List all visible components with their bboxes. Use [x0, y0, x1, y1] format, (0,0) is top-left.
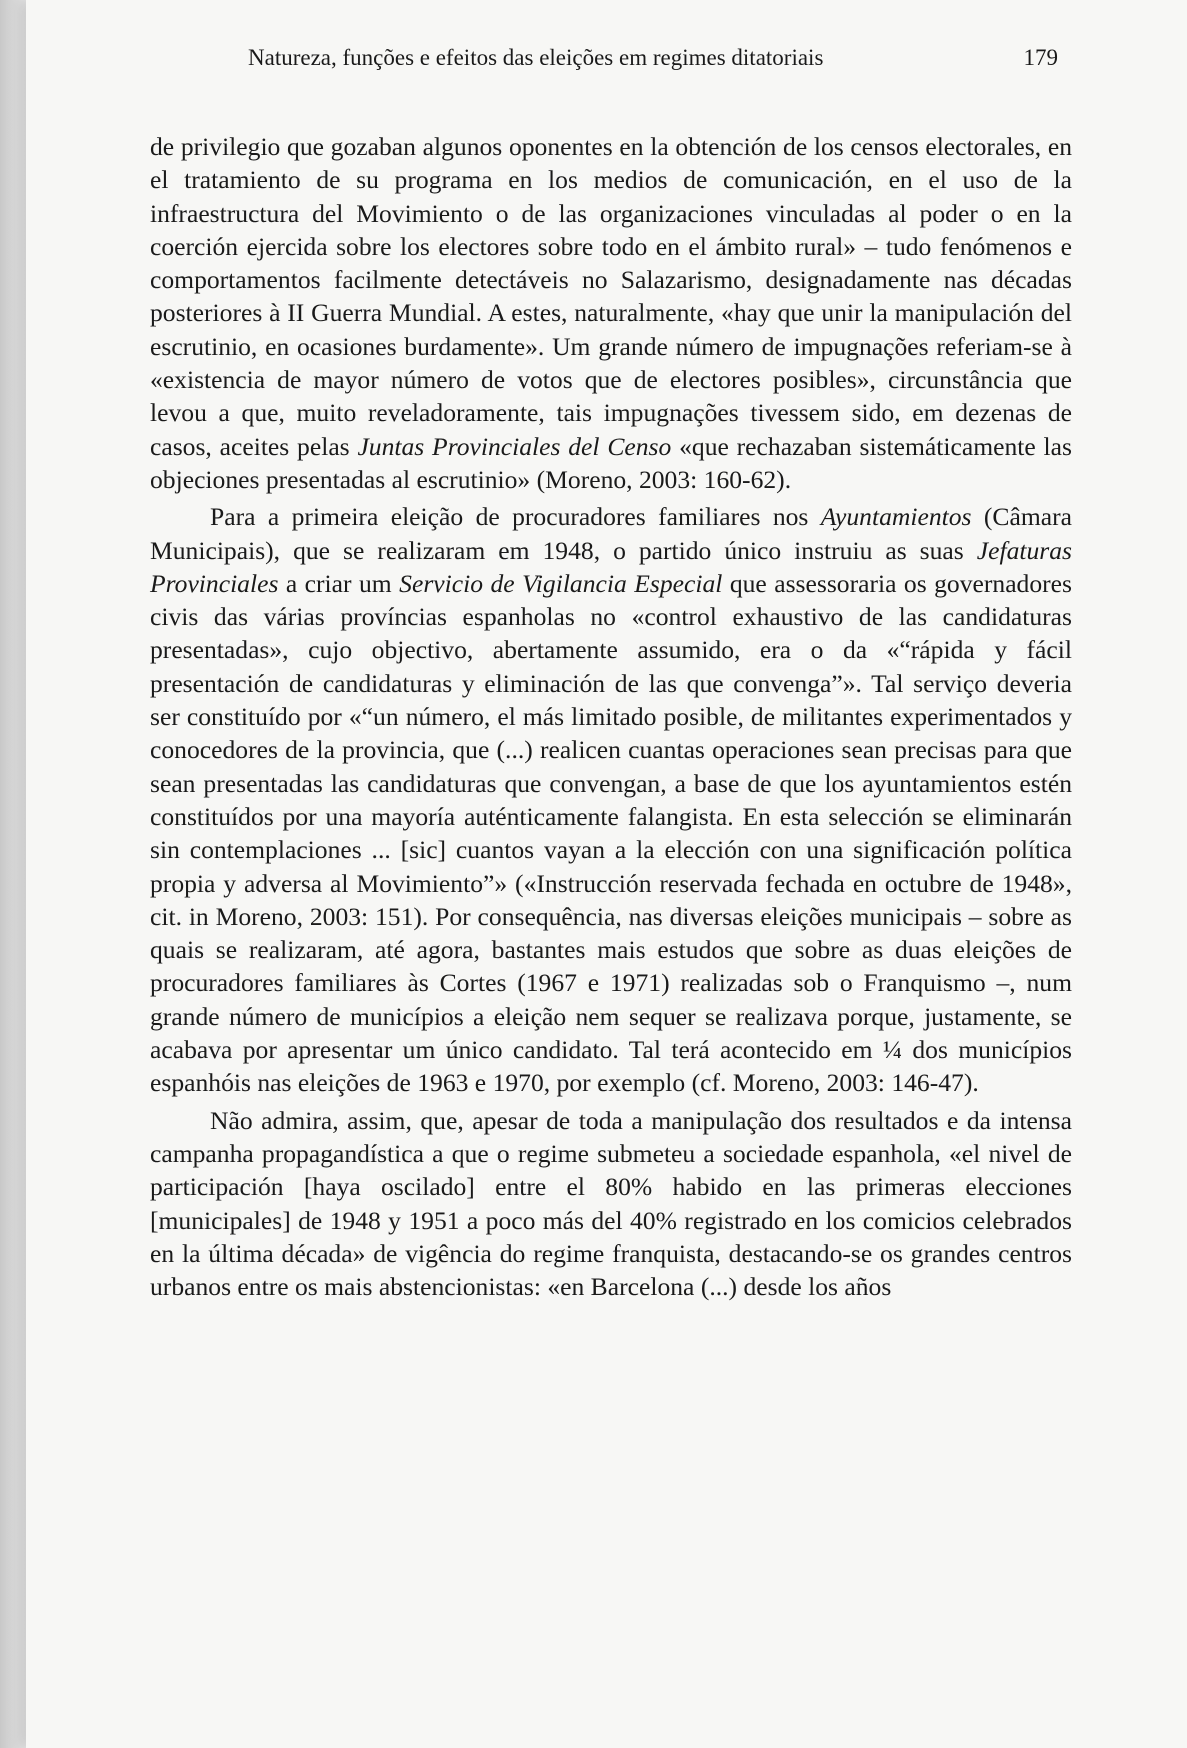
text-run: «que rechazaban sistemáticamente las objeciones presentadas al escrutinio» (Moreno, 2003: 160-62). — [150, 431, 1072, 494]
italic-run: Jefaturas Provinciales — [150, 535, 1072, 598]
running-title: Natureza, funções e efeitos das eleições em regimes ditatoriais — [248, 45, 824, 70]
paragraph-1 — [150, 130, 1072, 496]
italic-run: Juntas Provinciales del Censo — [357, 431, 672, 461]
page-number: 179 — [1023, 45, 1058, 70]
italic-run: Ayuntamientos — [820, 502, 972, 532]
paragraph-3 — [150, 1104, 1072, 1304]
text-run: de privilegio que gozaban algunos oponentes en la obtención de los censos electorales, en el tratamiento de su programa en los medios de comunicación, en el uso de la infraestructura del Movimiento o de las organizaciones vinculadas al poder o en la coerción ejercida sobre los electores sobre todo en el ámbito rural» – tudo fenómenos e comportamentos facilmente detectáveis no Salazarismo, designadamente nas décadas posteriores à II Guerra Mundial. A estes, naturalmente, «hay que unir la manipulación del escrutinio, en ocasiones burdamente». Um grande número de impugnações referiam-se à «existencia de mayor número de votos que de electores posibles», circunstância que levou a que, muito reveladoramente, tais impugnações tivessem sido, em dezenas de casos, aceites pelas — [150, 132, 1072, 461]
running-header — [248, 40, 1058, 76]
page-edge — [0, 0, 26, 1748]
text-run: a criar um — [278, 568, 400, 598]
text-run: Para a primeira eleição de procuradores familiares nos — [210, 502, 821, 532]
text-run: Não admira, assim, que, apesar de toda a manipulação dos resultados e da intensa campanha propagandística a que o regime submeteu a sociedade espanhola, «el nivel de participación [haya oscilado] entre el 80% habido en las primeras elecciones [municipales] de 1948 y 1951 a poco más del 40% registrado en los comicios celebrados en la última década» de vigência do regime franquista, destacando-se os grandes centros urbanos entre os mais abstencionistas: «en Barcelona (...) desde los años — [150, 1105, 1072, 1302]
paragraph-2 — [150, 500, 1072, 1099]
text-run: que assessoraria os governadores civis das várias províncias espanholas no «control exhaustivo de las candidaturas presentadas», cujo objectivo, abertamente assumido, era o da «“rápida y fácil presentación de candidaturas y eliminación de las que convenga”». Tal serviço deveria ser constituído por «“un número, el más limitado posible, de militantes experimentados y conocedores de la provincia, que (...) realicen cuantas operaciones sean precisas para que sean presentadas las candidaturas que convengan, a base de que los ayuntamientos estén constituídos por una mayoría auténticamente falangista. En esta selección se eliminarán sin contemplaciones ... [sic] cuantos vayan a la elección con una significación política propia y adversa al Movimiento”» («Instrucción reservada fechada en octubre de 1948», cit. in Moreno, 2003: 151). Por consequência, nas diversas eleições municipais – sobre as quais se realizaram, até agora, bastantes mais estudos que sobre as duas eleições de procuradores familiares às Cortes (1967 e 1971) realizadas sob o Franquismo –, num grande número de municípios a eleição nem sequer se realizava porque, justamente, se acabava por apresentar um único candidato. Tal terá acontecido em ¼ dos municípios espanhóis nas eleições de 1963 e 1970, por exemplo (cf. Moreno, 2003: 146-47). — [150, 568, 1072, 1098]
body-text — [150, 130, 1072, 1303]
text-run: (Câmara Municipais), que se realizaram em 1948, o partido único instruiu as suas — [150, 502, 1072, 565]
italic-run: Servicio de Vigilancia Especial — [399, 568, 723, 598]
